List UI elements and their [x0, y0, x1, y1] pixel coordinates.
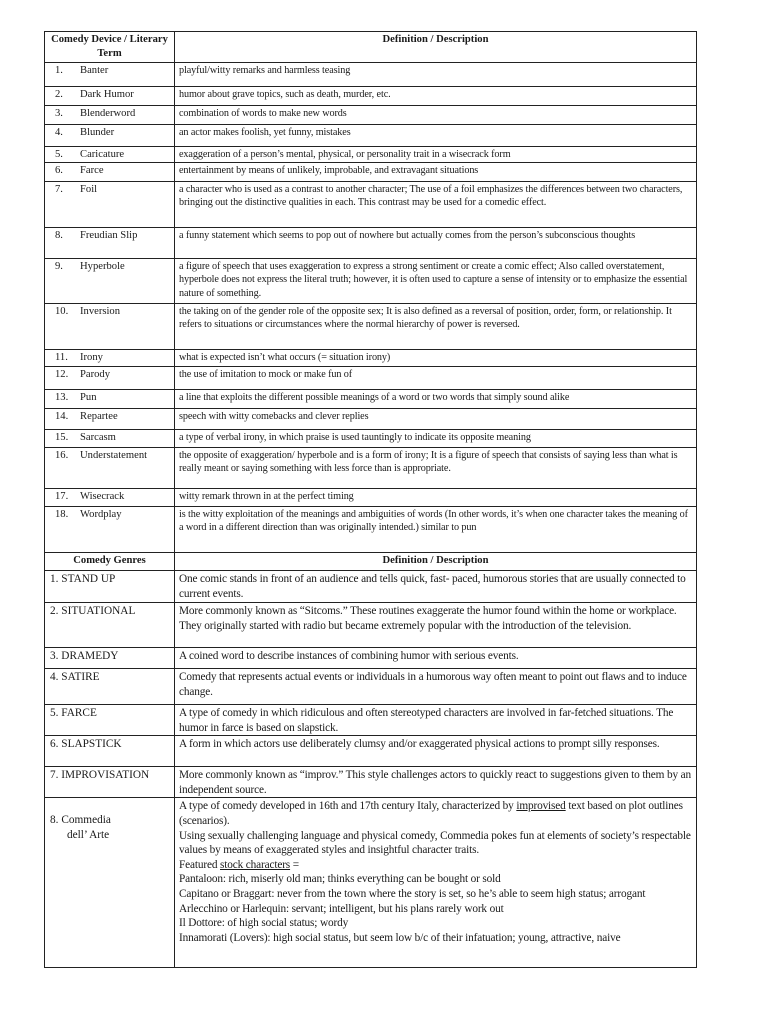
term-label: Freudian Slip: [80, 230, 138, 241]
row-number: 11.: [55, 352, 68, 363]
device-definition: exaggeration of a person’s mental, physical, or personality trait in a wisecrack form: [175, 147, 697, 163]
device-definition: a character who is used as a contrast to another character; The use of a foil emphasizes the differences between two characters, bringing out the distinctive qualities in each. This contrast may be used for a comedic effect.: [175, 182, 697, 228]
table-row: [45, 125, 697, 147]
table-row: [45, 228, 697, 259]
genre-term: 5. FARCE: [45, 705, 175, 736]
device-definition: an actor makes foolish, yet funny, mistakes: [175, 125, 697, 147]
table-row: [45, 430, 697, 448]
term-label: Farce: [80, 165, 104, 176]
row-number: 18.: [55, 509, 69, 520]
stock-character-capitano: Capitano or Braggart: never from the town where the story is set, so he’s able to seem high status; arrogant: [179, 887, 646, 900]
row-number: 5.: [55, 149, 63, 160]
table-row: [45, 571, 697, 603]
device-definition: a type of verbal irony, in which praise is used tauntingly to indicate its opposite meaning: [175, 430, 697, 448]
stock-character-dottore: Il Dottore: of high social status; wordy: [179, 917, 349, 930]
device-definition: a line that exploits the different possible meanings of a word or two words that simply sound alike: [175, 390, 697, 409]
row-number: 3.: [55, 108, 63, 119]
device-term: [45, 259, 175, 304]
genre-definition: A coined word to describe instances of combining humor with serious events.: [175, 648, 697, 669]
device-definition: playful/witty remarks and harmless teasing: [175, 63, 697, 87]
term-label: Wordplay: [80, 509, 122, 520]
table-row: [45, 367, 697, 390]
device-term: [45, 163, 175, 182]
commedia-intro: A type of comedy developed in 16th and 17th century Italy, characterized by improvised text based on plot outlines (scenarios).: [179, 800, 683, 827]
row-number: 2.: [55, 89, 63, 100]
table-row: [45, 390, 697, 409]
stock-character-innamorati: Innamorati (Lovers): high social status, but seem low b/c of their infatuation; young, attractive, naive: [179, 931, 621, 944]
table-row: [45, 767, 697, 798]
commedia-description: Using sexually challenging language and physical comedy, Commedia pokes fun at elements of society’s respectable values by means of exaggerated styles and insightful character traits.: [179, 829, 691, 857]
term-label: Blunder: [80, 127, 115, 138]
device-term: [45, 350, 175, 367]
device-term: [45, 409, 175, 430]
term-label: Repartee: [80, 411, 118, 422]
device-definition: the taking on of the gender role of the opposite sex; It is also defined as a reversal of position, order, form, or relationship. It refers to situations or circumstances where the normal hierarchy of power is reversed.: [175, 304, 697, 350]
device-definition: a funny statement which seems to pop out of nowhere but actually comes from the person’s subconscious thoughts: [175, 228, 697, 259]
genre-definition: A type of comedy in which ridiculous and often stereotyped characters are involved in far-fetched situations. The humor in farce is based on slapstick.: [175, 705, 697, 736]
genre-definition-column-header: Definition / Description: [175, 553, 697, 571]
device-term: [45, 228, 175, 259]
term-line-1: Commedia: [61, 814, 111, 827]
device-definition: combination of words to make new words: [175, 106, 697, 125]
term-label: Parody: [80, 369, 111, 380]
row-number: 16.: [55, 450, 69, 461]
term-label: Caricature: [80, 149, 125, 160]
genre-definition: More commonly known as “improv.” This style challenges actors to quickly react to suggestions given to them by an independent source.: [175, 767, 697, 798]
term-label: Banter: [80, 65, 109, 76]
term-label: Sarcasm: [80, 432, 116, 443]
row-number: 15.: [55, 432, 69, 443]
device-term: [45, 430, 175, 448]
term-label: Wisecrack: [80, 491, 125, 502]
stock-character-arlecchino: Arlecchino or Harlequin: servant; intelligent, but his plans rarely work out: [179, 902, 504, 915]
term-line-2: dell’ Arte: [67, 828, 110, 841]
table-row: [45, 304, 697, 350]
device-definition: the use of imitation to mock or make fun of: [175, 367, 697, 390]
table-row: [45, 147, 697, 163]
genre-term: 6. SLAPSTICK: [45, 736, 175, 767]
term-label: Pun: [80, 392, 97, 403]
device-term: [45, 390, 175, 409]
genre-term: 2. SITUATIONAL: [45, 603, 175, 648]
table-row: [45, 507, 697, 553]
table-row: [45, 648, 697, 669]
table-row: [45, 736, 697, 767]
genre-definition: One comic stands in front of an audience and tells quick, fast- paced, humorous stories that are usually connected to current events.: [175, 571, 697, 603]
term-label: Hyperbole: [80, 261, 125, 272]
device-term: [45, 87, 175, 106]
term-label: Dark Humor: [80, 89, 134, 100]
definition-column-header: Definition / Description: [175, 32, 697, 63]
device-term: [45, 125, 175, 147]
term-label: Inversion: [80, 306, 121, 317]
row-number: 10.: [55, 306, 69, 317]
device-term: [45, 147, 175, 163]
row-number: 8.: [50, 814, 59, 827]
device-term: [45, 63, 175, 87]
genre-term: [45, 798, 175, 968]
table-row: [45, 63, 697, 87]
device-definition: is the witty exploitation of the meanings and ambiguities of words (In other words, it’s when one character takes the meaning of a word in a different direction than was originally intended.) similar to pun: [175, 507, 697, 553]
table-row: [45, 163, 697, 182]
stock-characters-heading: Featured stock characters =: [179, 858, 299, 871]
table-row: [45, 489, 697, 507]
device-term: [45, 507, 175, 553]
device-term: [45, 448, 175, 489]
table-row: [45, 106, 697, 125]
stock-characters-link-text: stock characters: [220, 858, 291, 871]
device-definition: humor about grave topics, such as death, murder, etc.: [175, 87, 697, 106]
genre-term: 1. STAND UP: [45, 571, 175, 603]
row-number: 12.: [55, 369, 69, 380]
stock-character-pantaloon: Pantaloon: rich, miserly old man; thinks everything can be bought or sold: [179, 873, 501, 886]
device-definition: witty remark thrown in at the perfect timing: [175, 489, 697, 507]
term-label: Understatement: [80, 450, 148, 461]
table-row: [45, 603, 697, 648]
comedy-terms-table: [44, 31, 697, 968]
device-definition: what is expected isn’t what occurs (= situation irony): [175, 350, 697, 367]
table-row: [45, 182, 697, 228]
genre-term: 7. IMPROVISATION: [45, 767, 175, 798]
device-term: [45, 489, 175, 507]
table-row: [45, 448, 697, 489]
device-definition: a figure of speech that uses exaggeration to express a strong sentiment or create a comic effect; Also called overstatement, hyperbole does not express the literal truth; however, it is often used to capture a sense of intensity or to emphasize the essential nature of something.: [175, 259, 697, 304]
row-number: 9.: [55, 261, 63, 272]
table-row: [45, 669, 697, 705]
row-number: 4.: [55, 127, 63, 138]
genre-definition: More commonly known as “Sitcoms.” These routines exaggerate the humor found within the home or workplace. They originally started with radio but became extremely popular with the introduction of the television.: [175, 603, 697, 648]
comedy-reference-sheet: [44, 31, 696, 968]
row-number: 6.: [55, 165, 63, 176]
table-row: [45, 409, 697, 430]
genre-column-header: Comedy Genres: [45, 553, 175, 571]
row-number: 14.: [55, 411, 69, 422]
genre-term: 4. SATIRE: [45, 669, 175, 705]
term-label: Blenderword: [80, 108, 136, 119]
row-number: 1.: [55, 65, 63, 76]
improvised-link-text: improvised: [516, 800, 566, 813]
genre-term: 3. DRAMEDY: [45, 648, 175, 669]
table-row: [45, 259, 697, 304]
term-label: Foil: [80, 184, 98, 195]
genre-definition: [175, 798, 697, 968]
device-term: [45, 182, 175, 228]
table-row: [45, 350, 697, 367]
device-column-header: Comedy Device / Literary Term: [45, 32, 175, 63]
device-term: [45, 367, 175, 390]
genre-definition: Comedy that represents actual events or individuals in a humorous way often meant to point out flaws and to induce change.: [175, 669, 697, 705]
row-number: 7.: [55, 184, 63, 195]
genre-definition: A form in which actors use deliberately clumsy and/or exaggerated physical actions to prompt silly responses.: [175, 736, 697, 767]
row-number: 8.: [55, 230, 63, 241]
table-row: [45, 87, 697, 106]
table-row-commedia: [45, 798, 697, 968]
device-definition: entertainment by means of unlikely, improbable, and extravagant situations: [175, 163, 697, 182]
device-term: [45, 304, 175, 350]
device-definition: the opposite of exaggeration/ hyperbole and is a form of irony; It is a figure of speech that consists of saying less than what is really meant or saying something with less force than is appropriate.: [175, 448, 697, 489]
term-label: Irony: [80, 352, 103, 363]
device-term: [45, 106, 175, 125]
row-number: 17.: [55, 491, 69, 502]
table-row: [45, 705, 697, 736]
row-number: 13.: [55, 392, 69, 403]
device-definition: speech with witty comebacks and clever replies: [175, 409, 697, 430]
